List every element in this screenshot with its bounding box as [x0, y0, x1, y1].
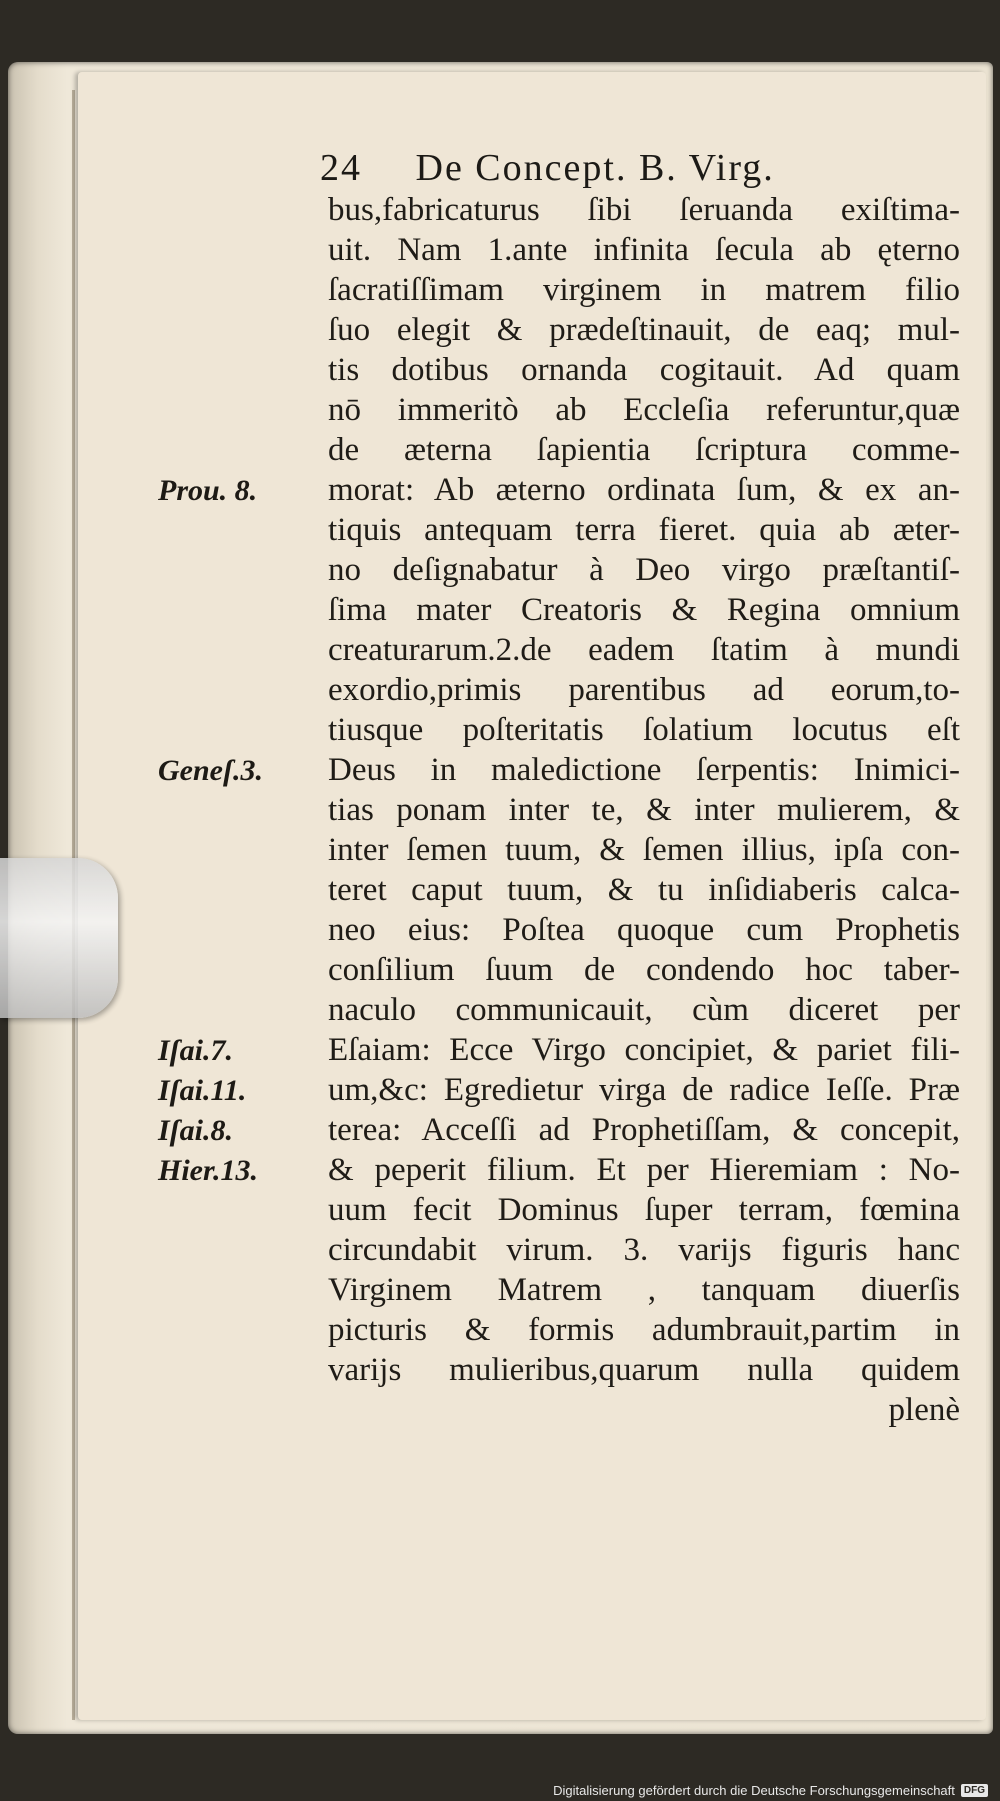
text-line: tiusque poſteritatis ſolatium locutus eſt: [328, 712, 960, 748]
text-line: ſuo elegit & prædeſtinauit, de eaq; mul-: [328, 312, 960, 348]
text-line: picturis & formis adumbrauit,partim in: [328, 1312, 960, 1348]
body-text: [328, 190, 960, 1430]
margin-reference: Hier.13.: [158, 1154, 259, 1187]
text-line: bus,fabricaturus ſibi ſeruanda exiſtima-: [328, 192, 960, 228]
text-line: tis dotibus ornanda cogitauit. Ad quam: [328, 352, 960, 388]
text-line: nō immeritò ab Eccleſia referuntur,quæ: [328, 392, 960, 428]
text-line: tiquis antequam terra fieret. quia ab æter-: [328, 512, 960, 548]
text-line: terea: Acceſſi ad Prophetiſſam, & concepit,: [328, 1112, 960, 1148]
text-line: Eſaiam: Ecce Virgo concipiet, & pariet fili-: [328, 1032, 960, 1068]
page-clip: [0, 858, 118, 1018]
text-line: tias ponam inter te, & inter mulierem, &: [328, 792, 960, 828]
margin-reference: Geneſ.3.: [158, 754, 263, 787]
text-line: naculo communicauit, cùm diceret per: [328, 992, 960, 1028]
text-line: conſilium ſuum de condendo hoc taber-: [328, 952, 960, 988]
dfg-logo-icon: DFG: [961, 1784, 988, 1797]
credit-text: Digitalisierung gefördert durch die Deutsche Forschungsgemeinschaft: [553, 1782, 955, 1798]
running-title: De Concept. B. Virg.: [415, 147, 775, 189]
margin-reference: Iſai.8.: [158, 1114, 233, 1147]
text-line: uum fecit Dominus ſuper terram, fœmina: [328, 1192, 960, 1228]
text-line: Virginem Matrem , tanquam diuerſis: [328, 1272, 960, 1308]
text-line: no deſignabatur à Deo virgo præſtantiſ-: [328, 552, 960, 588]
margin-reference: Iſai.7.: [158, 1034, 233, 1067]
text-line: teret caput tuum, & tu inſidiaberis calca-: [328, 872, 960, 908]
running-header: [320, 146, 880, 190]
digitization-credit: [553, 1781, 988, 1799]
text-line: exordio,primis parentibus ad eorum,to-: [328, 672, 960, 708]
margin-reference: Prou. 8.: [158, 474, 258, 507]
text-line: ſacratiſſimam virginem in matrem filio: [328, 272, 960, 308]
text-line: circundabit virum. 3. varijs figuris hanc: [328, 1232, 960, 1268]
text-line: um,&c: Egredietur virga de radice Ieſſe. Præ: [328, 1072, 960, 1108]
text-line: & peperit filium. Et per Hieremiam : No-: [328, 1152, 960, 1188]
text-line: ſima mater Creatoris & Regina omnium: [328, 592, 960, 628]
text-line: neo eius: Poſtea quoque cum Prophetis: [328, 912, 960, 948]
text-line: varijs mulieribus,quarum nulla quidem: [328, 1352, 960, 1388]
text-line: plenè: [888, 1392, 960, 1428]
text-line: creaturarum.2.de eadem ſtatim à mundi: [328, 632, 960, 668]
margin-reference: Iſai.11.: [158, 1074, 247, 1107]
text-line: inter ſemen tuum, & ſemen illius, ipſa con-: [328, 832, 960, 868]
text-line: morat: Ab æterno ordinata ſum, & ex an-: [328, 472, 960, 508]
page-number: 24: [320, 147, 362, 189]
text-line: de æterna ſapientia ſcriptura comme-: [328, 432, 960, 468]
text-line: uit. Nam 1.ante infinita ſecula ab ęterno: [328, 232, 960, 268]
text-line: Deus in maledictione ſerpentis: Inimici-: [328, 752, 960, 788]
